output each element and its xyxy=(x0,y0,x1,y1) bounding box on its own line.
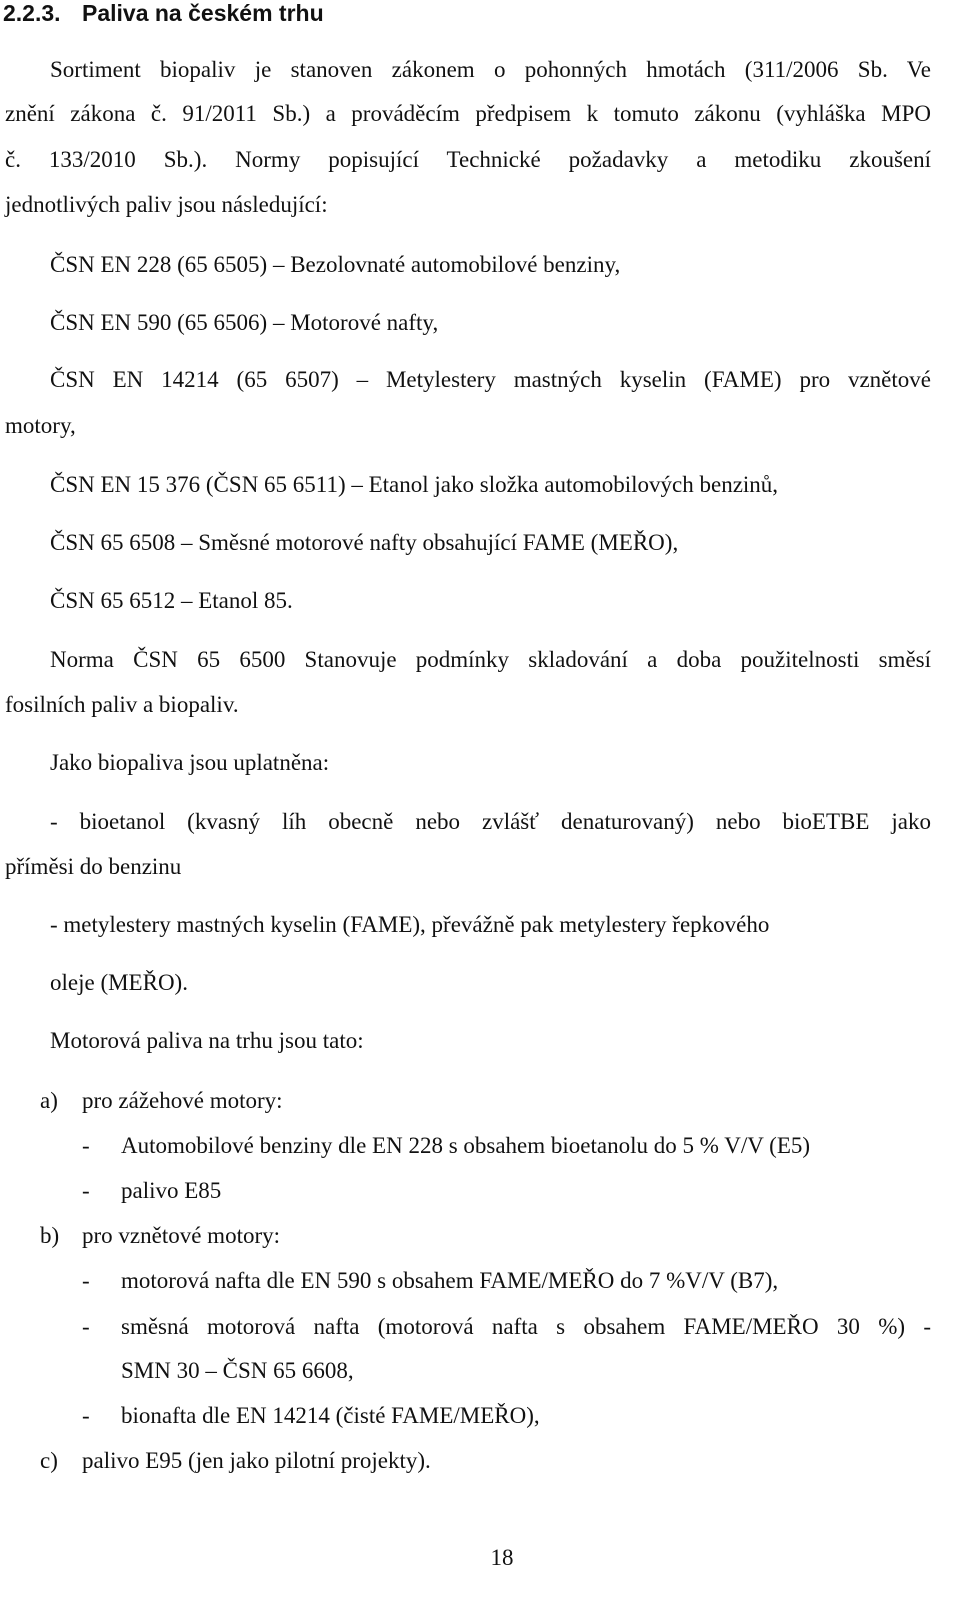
list-marker-b: b) xyxy=(40,1223,60,1248)
standard-item: ČSN EN 15 376 (ČSN 65 6511) – Etanol jako složka automobilových benzinů, xyxy=(50,472,779,497)
market-category-a: pro zážehové motory: xyxy=(82,1088,283,1113)
market-item: směsná motorová nafta (motorová nafta s obsahem FAME/MEŘO 30 %) - xyxy=(121,1314,931,1339)
market-intro: Motorová paliva na trhu jsou tato: xyxy=(50,1028,364,1053)
market-item: motorová nafta dle EN 590 s obsahem FAME/MEŘO do 7 %V/V (B7), xyxy=(121,1268,779,1293)
biofuel-item: - metylestery mastných kyselin (FAME), převážně pak metylestery řepkového xyxy=(50,912,770,937)
market-item: bionafta dle EN 14214 (čisté FAME/MEŘO), xyxy=(121,1403,540,1428)
market-category-b: pro vznětové motory: xyxy=(82,1223,281,1248)
market-item: palivo E85 xyxy=(121,1178,222,1203)
page-number: 18 xyxy=(490,1545,514,1570)
dash-marker: - xyxy=(82,1268,90,1293)
norma-line-1: Norma ČSN 65 6500 Stanovuje podmínky skladování a doba použitelnosti směsí xyxy=(50,647,931,672)
standard-item: ČSN EN 14214 (65 6507) – Metylestery mastných kyselin (FAME) pro vznětové xyxy=(50,367,931,392)
list-marker-a: a) xyxy=(40,1088,58,1113)
dash-marker: - xyxy=(82,1133,90,1158)
standard-item-continuation: motory, xyxy=(5,413,76,438)
standard-item: ČSN 65 6512 – Etanol 85. xyxy=(50,588,293,613)
market-item-continuation: SMN 30 – ČSN 65 6608, xyxy=(121,1358,354,1383)
list-marker-c: c) xyxy=(40,1448,58,1473)
biofuel-item: - bioetanol (kvasný líh obecně nebo zvlášť denaturovaný) nebo bioETBE jako xyxy=(50,809,931,834)
section-number: 2.2.3. xyxy=(3,0,61,26)
market-category-c: palivo E95 (jen jako pilotní projekty). xyxy=(82,1448,431,1473)
standard-item: ČSN EN 228 (65 6505) – Bezolovnaté automobilové benziny, xyxy=(50,252,621,277)
intro-line-3: č. 133/2010 Sb.). Normy popisující Technické požadavky a metodiku zkoušení xyxy=(5,147,931,172)
biofuel-item-continuation: příměsi do benzinu xyxy=(5,854,182,879)
dash-marker: - xyxy=(82,1314,90,1339)
dash-marker: - xyxy=(82,1178,90,1203)
dash-marker: - xyxy=(82,1403,90,1428)
intro-line-1: Sortiment biopaliv je stanoven zákonem o pohonných hmotách (311/2006 Sb. Ve xyxy=(50,57,931,82)
norma-line-2: fosilních paliv a biopaliv. xyxy=(5,692,239,717)
intro-line-4: jednotlivých paliv jsou následující: xyxy=(5,192,328,217)
biofuel-item-continuation: oleje (MEŘO). xyxy=(50,970,188,995)
intro-line-2: znění zákona č. 91/2011 Sb.) a prováděcím předpisem k tomuto zákonu (vyhláška MPO xyxy=(5,101,931,126)
section-title: Paliva na českém trhu xyxy=(82,0,324,26)
standard-item: ČSN 65 6508 – Směsné motorové nafty obsahující FAME (MEŘO), xyxy=(50,530,679,555)
standard-item: ČSN EN 590 (65 6506) – Motorové nafty, xyxy=(50,310,439,335)
biofuels-intro: Jako biopaliva jsou uplatněna: xyxy=(50,750,330,775)
market-item: Automobilové benziny dle EN 228 s obsahem bioetanolu do 5 % V/V (E5) xyxy=(121,1133,811,1158)
